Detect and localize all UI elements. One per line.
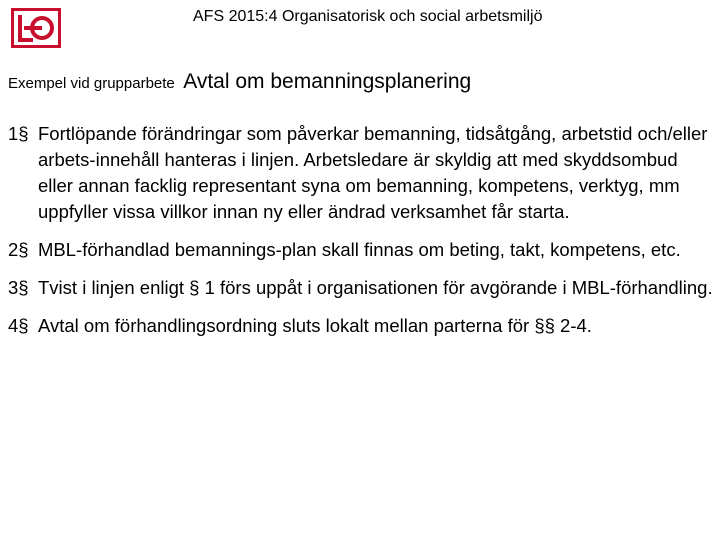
paragraph-text: Fortlöpande förändringar som påverkar bemanning, tidsåtgång, arbetstid och/eller arbets-innehåll hanteras i linjen. Arbetsledare är skyldig att med skyddsombud eller annan facklig representant syna om bemanning, kompetens, verktyg, mm uppfyller vissa villkor innan ny eller ändrad verksamhet får starta. xyxy=(38,123,708,222)
paragraph-4 xyxy=(8,313,714,339)
paragraph-number: 2§ xyxy=(8,239,29,260)
paragraph-1 xyxy=(8,121,714,225)
paragraph-text: Tvist i linjen enligt § 1 förs uppåt i organisationen för avgörande i MBL-förhandling. xyxy=(38,277,713,298)
page-header-title: AFS 2015:4 Organisatorisk och social arbetsmiljö xyxy=(193,8,543,25)
paragraph-number: 1§ xyxy=(8,123,29,144)
paragraph-2 xyxy=(8,237,714,263)
paragraph-number: 4§ xyxy=(8,315,29,336)
paragraph-3 xyxy=(8,275,714,301)
paragraph-list xyxy=(8,121,714,351)
subtitle-title: Avtal om bemanningsplanering xyxy=(183,70,472,93)
lo-logo xyxy=(11,8,61,48)
paragraph-text: MBL-förhandlad bemannings-plan skall finnas om beting, takt, kompetens, etc. xyxy=(38,239,681,260)
subtitle-label: Exempel vid grupparbete xyxy=(8,75,175,92)
paragraph-number: 3§ xyxy=(8,277,29,298)
subtitle-row xyxy=(8,70,471,94)
paragraph-text: Avtal om förhandlingsordning sluts lokalt mellan parterna för §§ 2-4. xyxy=(38,315,592,336)
